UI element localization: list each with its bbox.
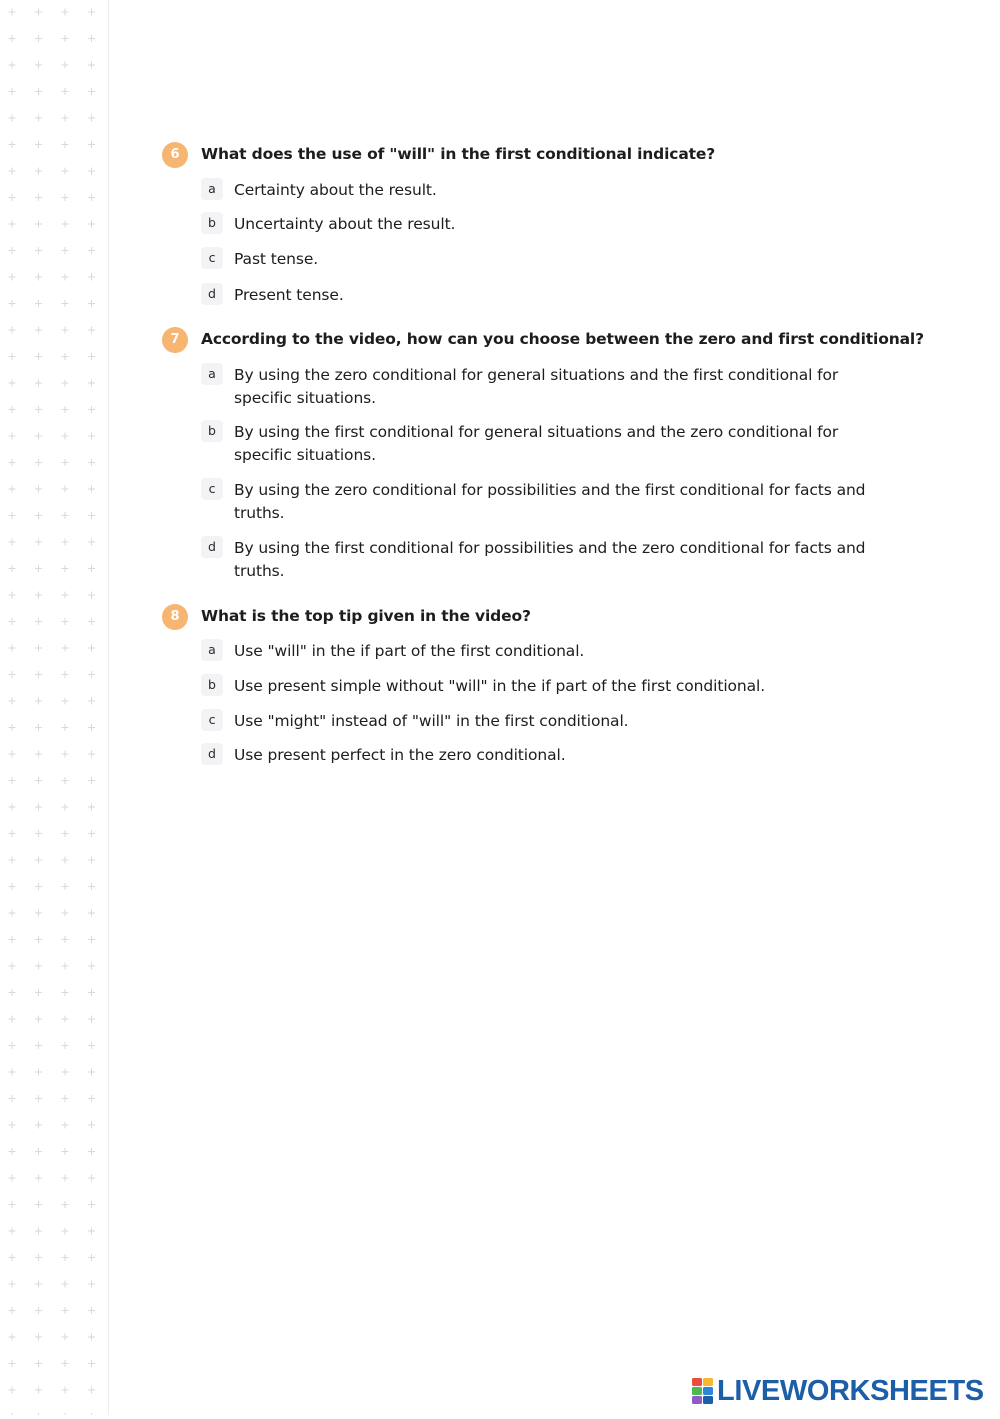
option-text: By using the zero conditional for general situations and the first conditional for specific situations. <box>234 366 839 407</box>
option-text: Certainty about the result. <box>234 181 437 199</box>
option-letter: d <box>201 743 223 765</box>
option-letter: d <box>201 536 223 558</box>
option-text: Past tense. <box>234 250 319 268</box>
option-text: Uncertainty about the result. <box>234 215 456 233</box>
option-letter: b <box>201 212 223 234</box>
option-text: By using the first conditional for possibilities and the zero conditional for facts and truths. <box>234 539 866 580</box>
option-letter: a <box>201 363 223 385</box>
option-letter: c <box>201 709 223 731</box>
option-text: By using the zero conditional for possibilities and the first conditional for facts and truths. <box>234 481 866 522</box>
question-number-badge: 6 <box>162 142 188 168</box>
option-letter: c <box>201 478 223 500</box>
question-text: What is the top tip given in the video? <box>201 607 531 625</box>
question-number-badge: 8 <box>162 604 188 630</box>
option-text: Use present perfect in the zero conditional. <box>234 746 566 764</box>
option-letter: c <box>201 247 223 269</box>
question-text: What does the use of "will" in the first conditional indicate? <box>201 145 716 163</box>
option-letter: a <box>201 178 223 200</box>
option-letter: d <box>201 283 223 305</box>
option-letter: b <box>201 674 223 696</box>
option-text: Use "might" instead of "will" in the first conditional. <box>234 712 629 730</box>
liveworksheets-logo[interactable] <box>692 1374 984 1408</box>
logo-text: LIVEWORKSHEETS <box>717 1374 984 1407</box>
option-text: Use present simple without "will" in the if part of the first conditional. <box>234 677 766 695</box>
question-7 <box>162 327 924 580</box>
option-letter: a <box>201 639 223 661</box>
option-text: Use "will" in the if part of the first conditional. <box>234 642 585 660</box>
question-6 <box>162 142 902 304</box>
question-number-badge: 7 <box>162 327 188 353</box>
question-8 <box>162 604 902 764</box>
option-text: Present tense. <box>234 286 344 304</box>
logo-blocks-icon <box>692 1378 714 1404</box>
option-text: By using the first conditional for general situations and the zero conditional for specific situations. <box>234 423 839 464</box>
margin-plus-grid <box>0 0 108 1415</box>
option-letter: b <box>201 420 223 442</box>
question-text: According to the video, how can you choose between the zero and first conditional? <box>201 330 924 348</box>
margin-rule <box>108 0 109 1415</box>
